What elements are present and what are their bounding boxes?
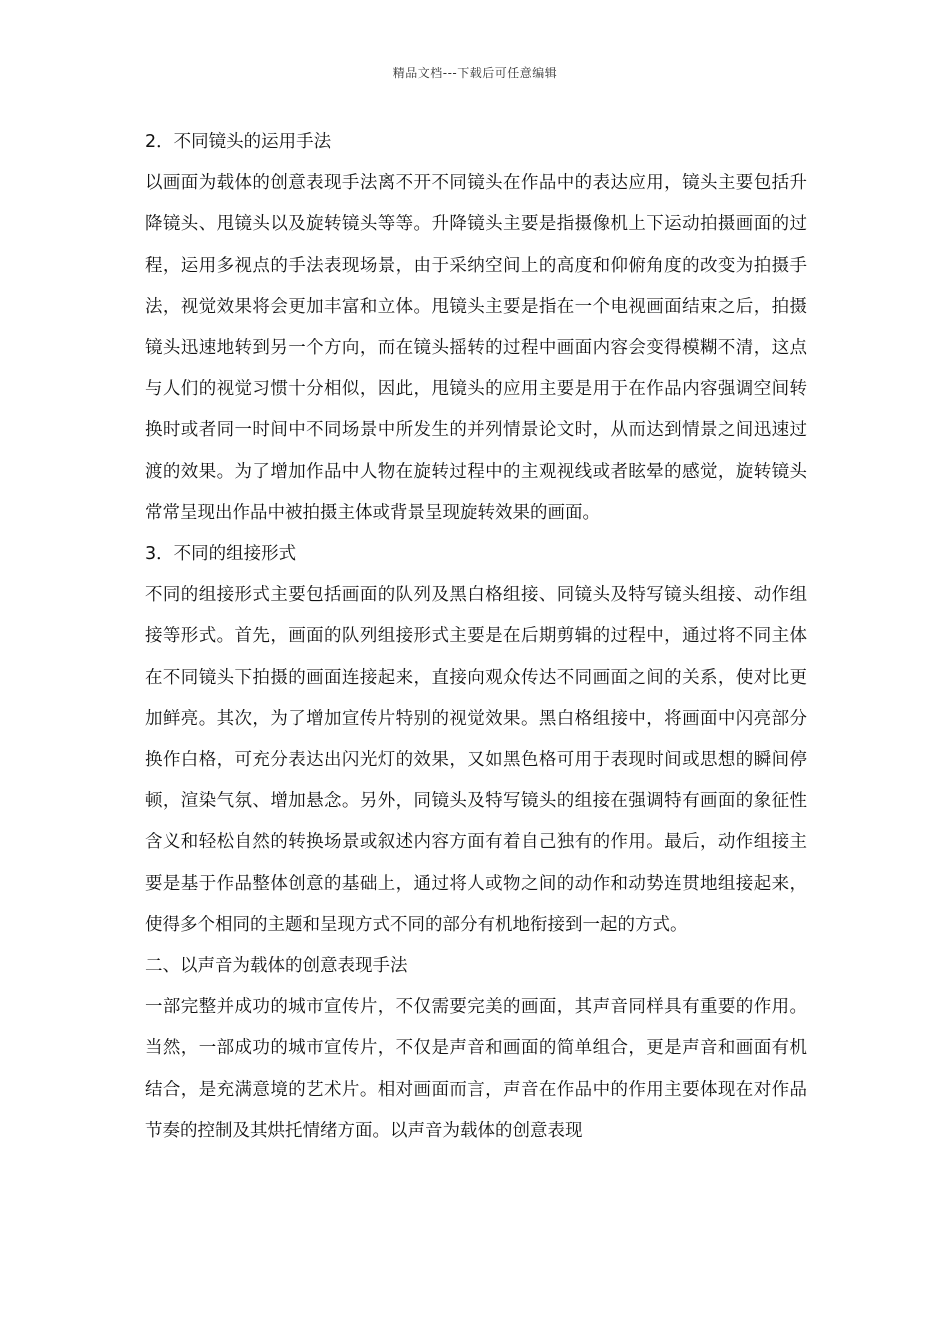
document-body (145, 122, 807, 1152)
page-header: 精品文档---下载后可任意编辑 (392, 66, 558, 80)
paragraph-sound-expression: 一部完整并成功的城市宣传片，不仅需要完美的画面，其声音同样具有重要的作用。当然，一部成功的城市宣传片，不仅是声音和画面的简单组合，更是声音和画面有机结合，是充满意境的艺术片。相对画面而言，声音在作品中的作用主要体现在对作品节奏的控制及其烘托情绪方面。以声音为载体的创意表现 (145, 997, 807, 1141)
paragraph-lens-techniques: 以画面为载体的创意表现手法离不开不同镜头在作品中的表达应用，镜头主要包括升降镜头、甩镜头以及旋转镜头等等。升降镜头主要是指摄像机上下运动拍摄画面的过程，运用多视点的手法表现场景，由于采纳空间上的高度和仰俯角度的改变为拍摄手法，视觉效果将会更加丰富和立体。甩镜头主要是指在一个电视画面结束之后，拍摄镜头迅速地转到另一个方向，而在镜头摇转的过程中画面内容会变得模糊不清，这点与人们的视觉习惯十分相似，因此，甩镜头的应用主要是用于在作品内容强调空间转换时或者同一时间中不同场景中所发生的并列情景论文时，从而达到情景之间迅速过渡的效果。为了增加作品中人物在旋转过程中的主观视线或者眩晕的感觉，旋转镜头常常呈现出作品中被拍摄主体或背景呈现旋转效果的画面。 (145, 173, 807, 523)
section-heading-lens-techniques: 2．不同镜头的运用手法 (145, 132, 332, 152)
paragraph-montage-forms: 不同的组接形式主要包括画面的队列及黑白格组接、同镜头及特写镜头组接、动作组接等形式。首先，画面的队列组接形式主要是在后期剪辑的过程中，通过将不同主体在不同镜头下拍摄的画面连接起来，直接向观众传达不同画面之间的关系，使对比更加鲜亮。其次，为了增加宣传片特别的视觉效果。黑白格组接中，将画面中闪亮部分换作白格，可充分表达出闪光灯的效果，又如黑色格可用于表现时间或思想的瞬间停顿，渲染气氛、增加悬念。另外，同镜头及特写镜头的组接在强调特有画面的象征性含义和轻松自然的转换场景或叙述内容方面有着自己独有的作用。最后，动作组接主要是基于作品整体创意的基础上，通过将人或物之间的动作和动势连贯地组接起来，使得多个相同的主题和呈现方式不同的部分有机地衔接到一起的方式。 (145, 585, 807, 935)
section-heading-sound-expression: 二、以声音为载体的创意表现手法 (145, 956, 408, 977)
section-heading-montage-forms: 3．不同的组接形式 (145, 544, 297, 565)
